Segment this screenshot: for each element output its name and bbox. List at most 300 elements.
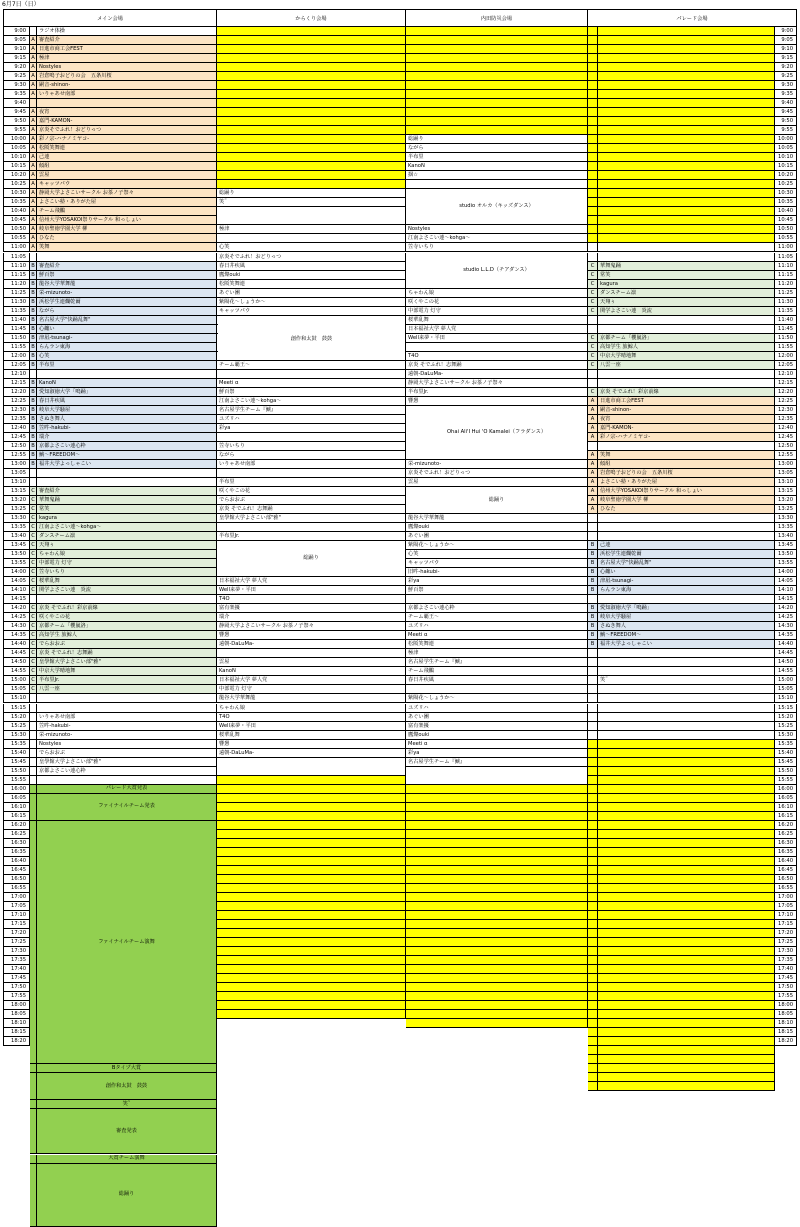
parade-group-cell: C	[588, 334, 598, 343]
parade-group-cell	[588, 704, 598, 713]
karakuri-empty-cell	[217, 45, 406, 54]
karakuri-cell: 中部電力 灯守	[217, 685, 406, 694]
uchida-cell: 静岡大学よさこいサークル お茶ノ子祭々	[406, 379, 588, 388]
uchida-cell: 咲くやこの花	[406, 298, 588, 307]
karakuri-cell: 響懇	[217, 631, 406, 640]
main-performance-cell: Nostyles	[37, 63, 217, 72]
parade-performance-cell	[598, 875, 775, 884]
parade-performance-cell: よさこい塾・ありがた屋	[598, 478, 775, 487]
uchida-empty-cell	[406, 63, 588, 72]
time-cell: 12:55	[3, 451, 30, 460]
parade-performance-cell	[598, 162, 775, 171]
karakuri-empty-cell	[217, 153, 406, 162]
time-cell: 16:35	[3, 848, 30, 857]
parade-performance-cell: 福井大学よっしゃこい	[598, 640, 775, 649]
time-cell-right: 14:55	[775, 667, 797, 676]
main-group-cell: A	[30, 180, 37, 189]
time-cell: 14:35	[3, 631, 30, 640]
main-performance-cell: いりゃあせ南部	[37, 713, 217, 722]
parade-performance-cell	[598, 884, 775, 893]
main-group-cell: B	[30, 298, 37, 307]
main-group-cell: B	[30, 289, 37, 298]
main-group-cell	[30, 595, 37, 604]
uchida-empty-cell	[406, 830, 588, 839]
main-group-cell: A	[30, 207, 37, 216]
parade-performance-cell	[598, 785, 775, 794]
time-cell-right: 10:15	[775, 162, 797, 171]
time-cell: 16:10	[3, 803, 30, 812]
parade-group-cell	[588, 153, 598, 162]
parade-performance-cell: 心纏い	[598, 568, 775, 577]
parade-performance-cell: 天翔ぅ	[598, 298, 775, 307]
time-cell-right: 17:05	[775, 902, 797, 911]
main-performance-cell: 江南よさこい連～kohga～	[37, 523, 217, 532]
uchida-empty-cell	[406, 81, 588, 90]
parade-performance-cell	[598, 180, 775, 189]
parade-group-cell	[588, 758, 598, 767]
time-cell-right: 14:50	[775, 658, 797, 667]
uchida-cell: 日本福祉大学 夢人党	[406, 325, 588, 334]
parade-group-cell	[588, 135, 598, 144]
main-group-cell: B	[30, 406, 37, 415]
main-performance-cell: 浜松学生連爛乾爾	[37, 298, 217, 307]
main-group-cell: C	[30, 496, 37, 505]
parade-group-cell	[588, 1028, 598, 1037]
parade-group-cell	[588, 81, 598, 90]
main-performance-cell: 笠寺いちり	[37, 568, 217, 577]
time-cell: 10:55	[3, 234, 30, 243]
time-cell: 15:25	[3, 722, 30, 731]
karakuri-empty-cell	[217, 180, 406, 189]
time-cell-right: 15:25	[775, 722, 797, 731]
time-cell: 14:00	[3, 568, 30, 577]
karakuri-cell: 江南よさこい連～kohga～	[217, 397, 406, 406]
main-group-cell: B	[30, 388, 37, 397]
karakuri-empty-cell	[217, 956, 406, 965]
main-group-cell: C	[30, 604, 37, 613]
time-cell: 11:30	[3, 298, 30, 307]
karakuri-cell: Well来夢・平田	[217, 586, 406, 595]
karakuri-cell	[217, 234, 406, 243]
time-cell: 10:50	[3, 225, 30, 234]
karakuri-cell: 総踊り	[217, 541, 406, 577]
uchida-empty-cell	[406, 821, 588, 830]
time-cell-right: 14:00	[775, 568, 797, 577]
time-cell: 10:30	[3, 189, 30, 198]
parade-performance-cell	[598, 379, 775, 388]
karakuri-empty-cell	[217, 1001, 406, 1010]
main-performance-cell: ラジオ体操	[37, 27, 217, 36]
time-cell: 12:25	[3, 397, 30, 406]
main-performance-cell: 彩ノ宗-ハナノミヤコ-	[37, 135, 217, 144]
main-group-cell: A	[30, 171, 37, 180]
parade-group-cell	[588, 253, 598, 262]
time-cell-right: 14:05	[775, 577, 797, 586]
parade-group-cell	[588, 225, 598, 234]
time-cell-right: 11:50	[775, 334, 797, 343]
main-performance-cell: 津凪-tsunagi-	[37, 334, 217, 343]
time-cell-right: 11:20	[775, 280, 797, 289]
main-performance-cell: 京炎そでふれ！おどりっつ	[37, 126, 217, 135]
uchida-empty-cell	[406, 848, 588, 857]
time-cell: 14:10	[3, 586, 30, 595]
parade-performance-cell	[598, 117, 775, 126]
parade-group-cell	[588, 1037, 598, 1046]
main-performance-cell: 八雲一座	[37, 685, 217, 694]
time-cell: 11:10	[3, 262, 30, 271]
time-cell-right: 15:35	[775, 740, 797, 749]
main-group-cell: C	[30, 631, 37, 640]
parade-group-cell: A	[588, 478, 598, 487]
karakuri-cell	[217, 523, 406, 532]
parade-performance-cell	[598, 370, 775, 379]
time-cell-right: 9:15	[775, 54, 797, 63]
parade-group-cell	[588, 938, 598, 947]
parade-performance-cell	[598, 667, 775, 676]
main-performance-cell: 高知学生 旅鯨人	[37, 631, 217, 640]
parade-performance-cell: 嗣音-shinon-	[598, 406, 775, 415]
main-final-group-cell	[30, 821, 37, 1065]
parade-group-cell	[588, 920, 598, 929]
time-cell-right: 14:45	[775, 649, 797, 658]
main-performance-cell: Nostyles	[37, 740, 217, 749]
main-group-cell: B	[30, 262, 37, 271]
parade-performance-cell	[598, 920, 775, 929]
parade-group-cell	[588, 514, 598, 523]
parade-group-cell	[588, 676, 598, 685]
parade-group-cell: A	[588, 469, 598, 478]
parade-group-cell: A	[588, 397, 598, 406]
parade-group-cell	[588, 685, 598, 694]
parade-performance-cell	[598, 857, 775, 866]
main-final-cell: 大賞チーム演舞	[37, 1155, 217, 1164]
uchida-empty-cell	[406, 965, 588, 974]
time-cell: 13:05	[3, 469, 30, 478]
time-cell-right: 13:40	[775, 532, 797, 541]
main-group-cell: B	[30, 271, 37, 280]
main-group-cell: A	[30, 81, 37, 90]
karakuri-empty-cell	[217, 875, 406, 884]
time-cell: 9:35	[3, 90, 30, 99]
main-performance-cell: よさこい塾・ありがた屋	[37, 198, 217, 207]
time-cell: 11:00	[3, 243, 30, 252]
main-final-cell: ファイナイルチーム演舞	[37, 821, 217, 1065]
time-cell: 12:00	[3, 352, 30, 361]
parade-group-cell	[588, 1046, 598, 1055]
main-final-cell: 総踊り	[37, 1164, 217, 1227]
time-cell: 17:50	[3, 983, 30, 992]
uchida-empty-cell	[406, 911, 588, 920]
karakuri-cell: 遠朝-DaLuMa-	[217, 640, 406, 649]
main-group-cell: C	[30, 613, 37, 622]
parade-performance-cell	[598, 929, 775, 938]
main-performance-cell: 栄-mizunoto-	[37, 731, 217, 740]
karakuri-empty-cell	[217, 54, 406, 63]
uchida-empty-cell	[406, 117, 588, 126]
main-performance-cell: 心笑	[37, 352, 217, 361]
time-cell: 13:00	[3, 460, 30, 469]
time-cell: 16:25	[3, 830, 30, 839]
parade-group-cell	[588, 198, 598, 207]
time-cell-right: 11:25	[775, 289, 797, 298]
parade-group-cell	[588, 595, 598, 604]
main-group-cell: A	[30, 216, 37, 225]
time-cell: 10:10	[3, 153, 30, 162]
main-group-cell: A	[30, 189, 37, 198]
time-cell-right: 11:45	[775, 325, 797, 334]
time-cell-right: 13:05	[775, 469, 797, 478]
karakuri-empty-cell	[217, 126, 406, 135]
main-group-cell	[30, 370, 37, 379]
karakuri-cell: 京炎そでふれ！おどりっつ	[217, 253, 406, 262]
uchida-empty-cell	[406, 812, 588, 821]
parade-performance-cell: 中京大学晴地舞	[598, 352, 775, 361]
parade-performance-cell	[598, 658, 775, 667]
time-cell-right: 9:35	[775, 90, 797, 99]
parade-performance-cell: 嘉門-KAMON-	[598, 424, 775, 433]
main-final-cell: Bタイプ大賞	[37, 1064, 217, 1073]
time-cell: 11:50	[3, 334, 30, 343]
karakuri-empty-cell	[217, 108, 406, 117]
uchida-empty-cell	[406, 956, 588, 965]
parade-group-cell: B	[588, 613, 598, 622]
main-performance-cell: 審査紹介	[37, 487, 217, 496]
parade-group-cell	[588, 947, 598, 956]
karakuri-cell: 遠朝-DaLuMa-	[217, 749, 406, 758]
karakuri-empty-cell	[217, 90, 406, 99]
time-cell-right: 11:15	[775, 271, 797, 280]
parade-performance-cell	[598, 767, 775, 776]
time-cell: 14:20	[3, 604, 30, 613]
time-cell-right: 13:20	[775, 496, 797, 505]
parade-group-cell: A	[588, 487, 598, 496]
karakuri-cell: 松阪笑舞連	[217, 280, 406, 289]
main-group-cell: A	[30, 153, 37, 162]
parade-performance-cell	[598, 830, 775, 839]
time-cell-right: 17:30	[775, 947, 797, 956]
karakuri-cell: いりゃあせ南部	[217, 460, 406, 469]
main-final-cell: 審査発表	[37, 1109, 217, 1154]
time-cell-right: 10:50	[775, 225, 797, 234]
uchida-cell: 松阪笑舞連	[406, 640, 588, 649]
main-group-cell: A	[30, 54, 37, 63]
main-performance-cell: 笑舞	[37, 243, 217, 252]
parade-performance-cell	[598, 947, 775, 956]
uchida-cell: 京炎そでふれ！おどりっつ	[406, 469, 588, 478]
parade-group-cell: C	[588, 343, 598, 352]
karakuri-cell: KanoN	[217, 667, 406, 676]
main-performance-cell	[37, 370, 217, 379]
time-cell-right: 12:55	[775, 451, 797, 460]
time-cell-right: 11:40	[775, 316, 797, 325]
parade-performance-cell: 愛知淑徳大学「鳴踊」	[598, 604, 775, 613]
uchida-empty-cell	[406, 983, 588, 992]
main-performance-cell: 常笑	[37, 505, 217, 514]
time-cell-right: 13:30	[775, 514, 797, 523]
parade-performance-cell	[598, 965, 775, 974]
main-group-cell: C	[30, 676, 37, 685]
main-performance-cell: 極津	[37, 54, 217, 63]
main-performance-cell: 中部電力 灯守	[37, 559, 217, 568]
karakuri-cell: T4O	[217, 595, 406, 604]
time-cell-right: 14:15	[775, 595, 797, 604]
uchida-cell: 名古屋学生チーム『鯱』	[406, 658, 588, 667]
parade-performance-cell	[598, 144, 775, 153]
parade-performance-cell: 京都チーム「櫻嵐洛」	[598, 334, 775, 343]
parade-group-cell	[588, 875, 598, 884]
karakuri-cell: キャッツパウ	[217, 307, 406, 316]
parade-performance-cell: 関学よさこい連 炎流	[598, 307, 775, 316]
uchida-cell: チーム覇王～	[406, 613, 588, 622]
uchida-empty-cell	[406, 866, 588, 875]
parade-group-cell: C	[588, 289, 598, 298]
time-cell-right: 16:55	[775, 884, 797, 893]
main-performance-cell: 静岡大学よさこいサークル お茶ノ子祭々	[37, 189, 217, 198]
uchida-empty-cell	[406, 36, 588, 45]
time-cell-right: 15:45	[775, 758, 797, 767]
parade-group-cell	[588, 379, 598, 388]
karakuri-cell: 紫陽花～しょうか～	[217, 298, 406, 307]
karakuri-empty-cell	[217, 866, 406, 875]
parade-group-cell: B	[588, 550, 598, 559]
time-cell: 11:40	[3, 316, 30, 325]
time-cell: 17:35	[3, 956, 30, 965]
karakuri-cell: 京炎 そでふれ！志舞踊	[217, 505, 406, 514]
parade-performance-cell: 京炎 そでふれ！彩京前線	[598, 388, 775, 397]
time-cell-right: 13:50	[775, 550, 797, 559]
main-group-cell	[30, 722, 37, 731]
karakuri-cell: 彩ya	[217, 424, 406, 433]
uchida-cell: 総踊り	[406, 135, 588, 144]
main-performance-cell	[37, 469, 217, 478]
parade-group-cell	[588, 812, 598, 821]
uchida-empty-cell	[406, 803, 588, 812]
main-performance-cell: 皇學館大学よさこい部"雅"	[37, 658, 217, 667]
parade-performance-cell	[598, 108, 775, 117]
uchida-cell: キャッツパウ	[406, 559, 588, 568]
parade-performance-cell	[598, 992, 775, 1001]
time-cell: 16:05	[3, 794, 30, 803]
parade-group-cell	[588, 325, 598, 334]
uchida-cell: Ohai Ali'I Hui 'O Kamalei（フラダンス）	[406, 406, 588, 460]
time-cell: 12:30	[3, 406, 30, 415]
time-cell: 15:00	[3, 676, 30, 685]
main-group-cell: B	[30, 325, 37, 334]
karakuri-empty-cell	[217, 965, 406, 974]
karakuri-empty-cell	[217, 902, 406, 911]
main-performance-cell	[37, 776, 217, 785]
uchida-empty-cell	[406, 839, 588, 848]
time-cell-right: 12:35	[775, 415, 797, 424]
parade-group-cell: A	[588, 460, 598, 469]
main-performance-cell: 関学よさこい連 炎流	[37, 586, 217, 595]
time-cell: 13:55	[3, 559, 30, 568]
time-cell: 10:25	[3, 180, 30, 189]
time-cell-right: 18:15	[775, 1028, 797, 1037]
karakuri-cell: 心笑	[217, 243, 406, 252]
parade-group-cell: C	[588, 388, 598, 397]
karakuri-cell: 総踊り	[217, 189, 406, 198]
main-group-cell: C	[30, 514, 37, 523]
main-group-cell: A	[30, 117, 37, 126]
main-performance-cell: 笠吽-hakubi-	[37, 722, 217, 731]
main-performance-cell: 傾組	[37, 162, 217, 171]
karakuri-cell: 笑˜	[217, 198, 406, 207]
time-cell-right: 11:05	[775, 253, 797, 262]
main-performance-cell: 半布里	[37, 361, 217, 370]
main-group-cell	[30, 767, 37, 776]
uchida-cell: 響懇	[406, 397, 588, 406]
parade-performance-cell: 岐阜聖徳学園大学 柳	[598, 496, 775, 505]
time-cell: 17:20	[3, 929, 30, 938]
time-cell-right: 16:45	[775, 866, 797, 875]
main-final-group-cell	[30, 1164, 37, 1227]
parade-group-cell	[588, 1019, 598, 1028]
time-cell-right: 11:30	[775, 298, 797, 307]
uchida-cell: 半布里	[406, 153, 588, 162]
time-cell: 10:00	[3, 135, 30, 144]
main-performance-cell: 京炎 そでふれ！志舞踊	[37, 649, 217, 658]
main-performance-cell: 天翔ぅ	[37, 541, 217, 550]
main-group-cell: A	[30, 45, 37, 54]
time-cell-right: 18:05	[775, 1010, 797, 1019]
time-cell-right: 14:35	[775, 631, 797, 640]
parade-performance-cell	[598, 532, 775, 541]
time-cell: 16:20	[3, 821, 30, 830]
parade-group-cell: B	[588, 631, 598, 640]
parade-group-cell: C	[588, 361, 598, 370]
time-cell-right: 12:00	[775, 352, 797, 361]
time-cell: 9:00	[3, 27, 30, 36]
uchida-cell: 半布里Jr.	[406, 388, 588, 397]
main-performance-cell: 京炎 そでふれ！彩京前線	[37, 604, 217, 613]
main-performance-cell: 己連	[37, 153, 217, 162]
main-group-cell	[30, 740, 37, 749]
parade-performance-cell	[598, 45, 775, 54]
uchida-cell: T4O	[406, 352, 588, 361]
time-cell: 15:05	[3, 685, 30, 694]
time-cell: 13:25	[3, 505, 30, 514]
parade-performance-cell: 名古屋大学"快踊乱舞"	[598, 559, 775, 568]
uchida-empty-cell	[406, 785, 588, 794]
time-cell-right: 13:45	[775, 541, 797, 550]
karakuri-empty-cell	[217, 947, 406, 956]
time-cell: 10:20	[3, 171, 30, 180]
uchida-cell: あぐい團	[406, 713, 588, 722]
time-cell-right: 18:20	[775, 1037, 797, 1046]
karakuri-cell	[217, 207, 406, 225]
karakuri-empty-cell	[217, 27, 406, 36]
karakuri-cell: 富有楽擾	[217, 604, 406, 613]
karakuri-cell: 鮮百祭	[217, 388, 406, 397]
parade-group-cell	[588, 171, 598, 180]
time-cell-right: 11:55	[775, 343, 797, 352]
uchida-cell: 心笑	[406, 550, 588, 559]
uchida-cell: 栄-mizunoto-	[406, 460, 588, 469]
time-cell: 17:40	[3, 965, 30, 974]
time-cell: 14:05	[3, 577, 30, 586]
karakuri-cell: 半布里	[217, 478, 406, 487]
main-group-cell	[30, 713, 37, 722]
parade-performance-cell	[598, 803, 775, 812]
time-cell: 17:30	[3, 947, 30, 956]
uchida-empty-cell	[406, 947, 588, 956]
time-cell: 12:35	[3, 415, 30, 424]
time-cell: 15:15	[3, 704, 30, 713]
main-group-cell: A	[30, 72, 37, 81]
main-performance-cell: いりゃあせ南部	[37, 90, 217, 99]
time-cell: 13:50	[3, 550, 30, 559]
